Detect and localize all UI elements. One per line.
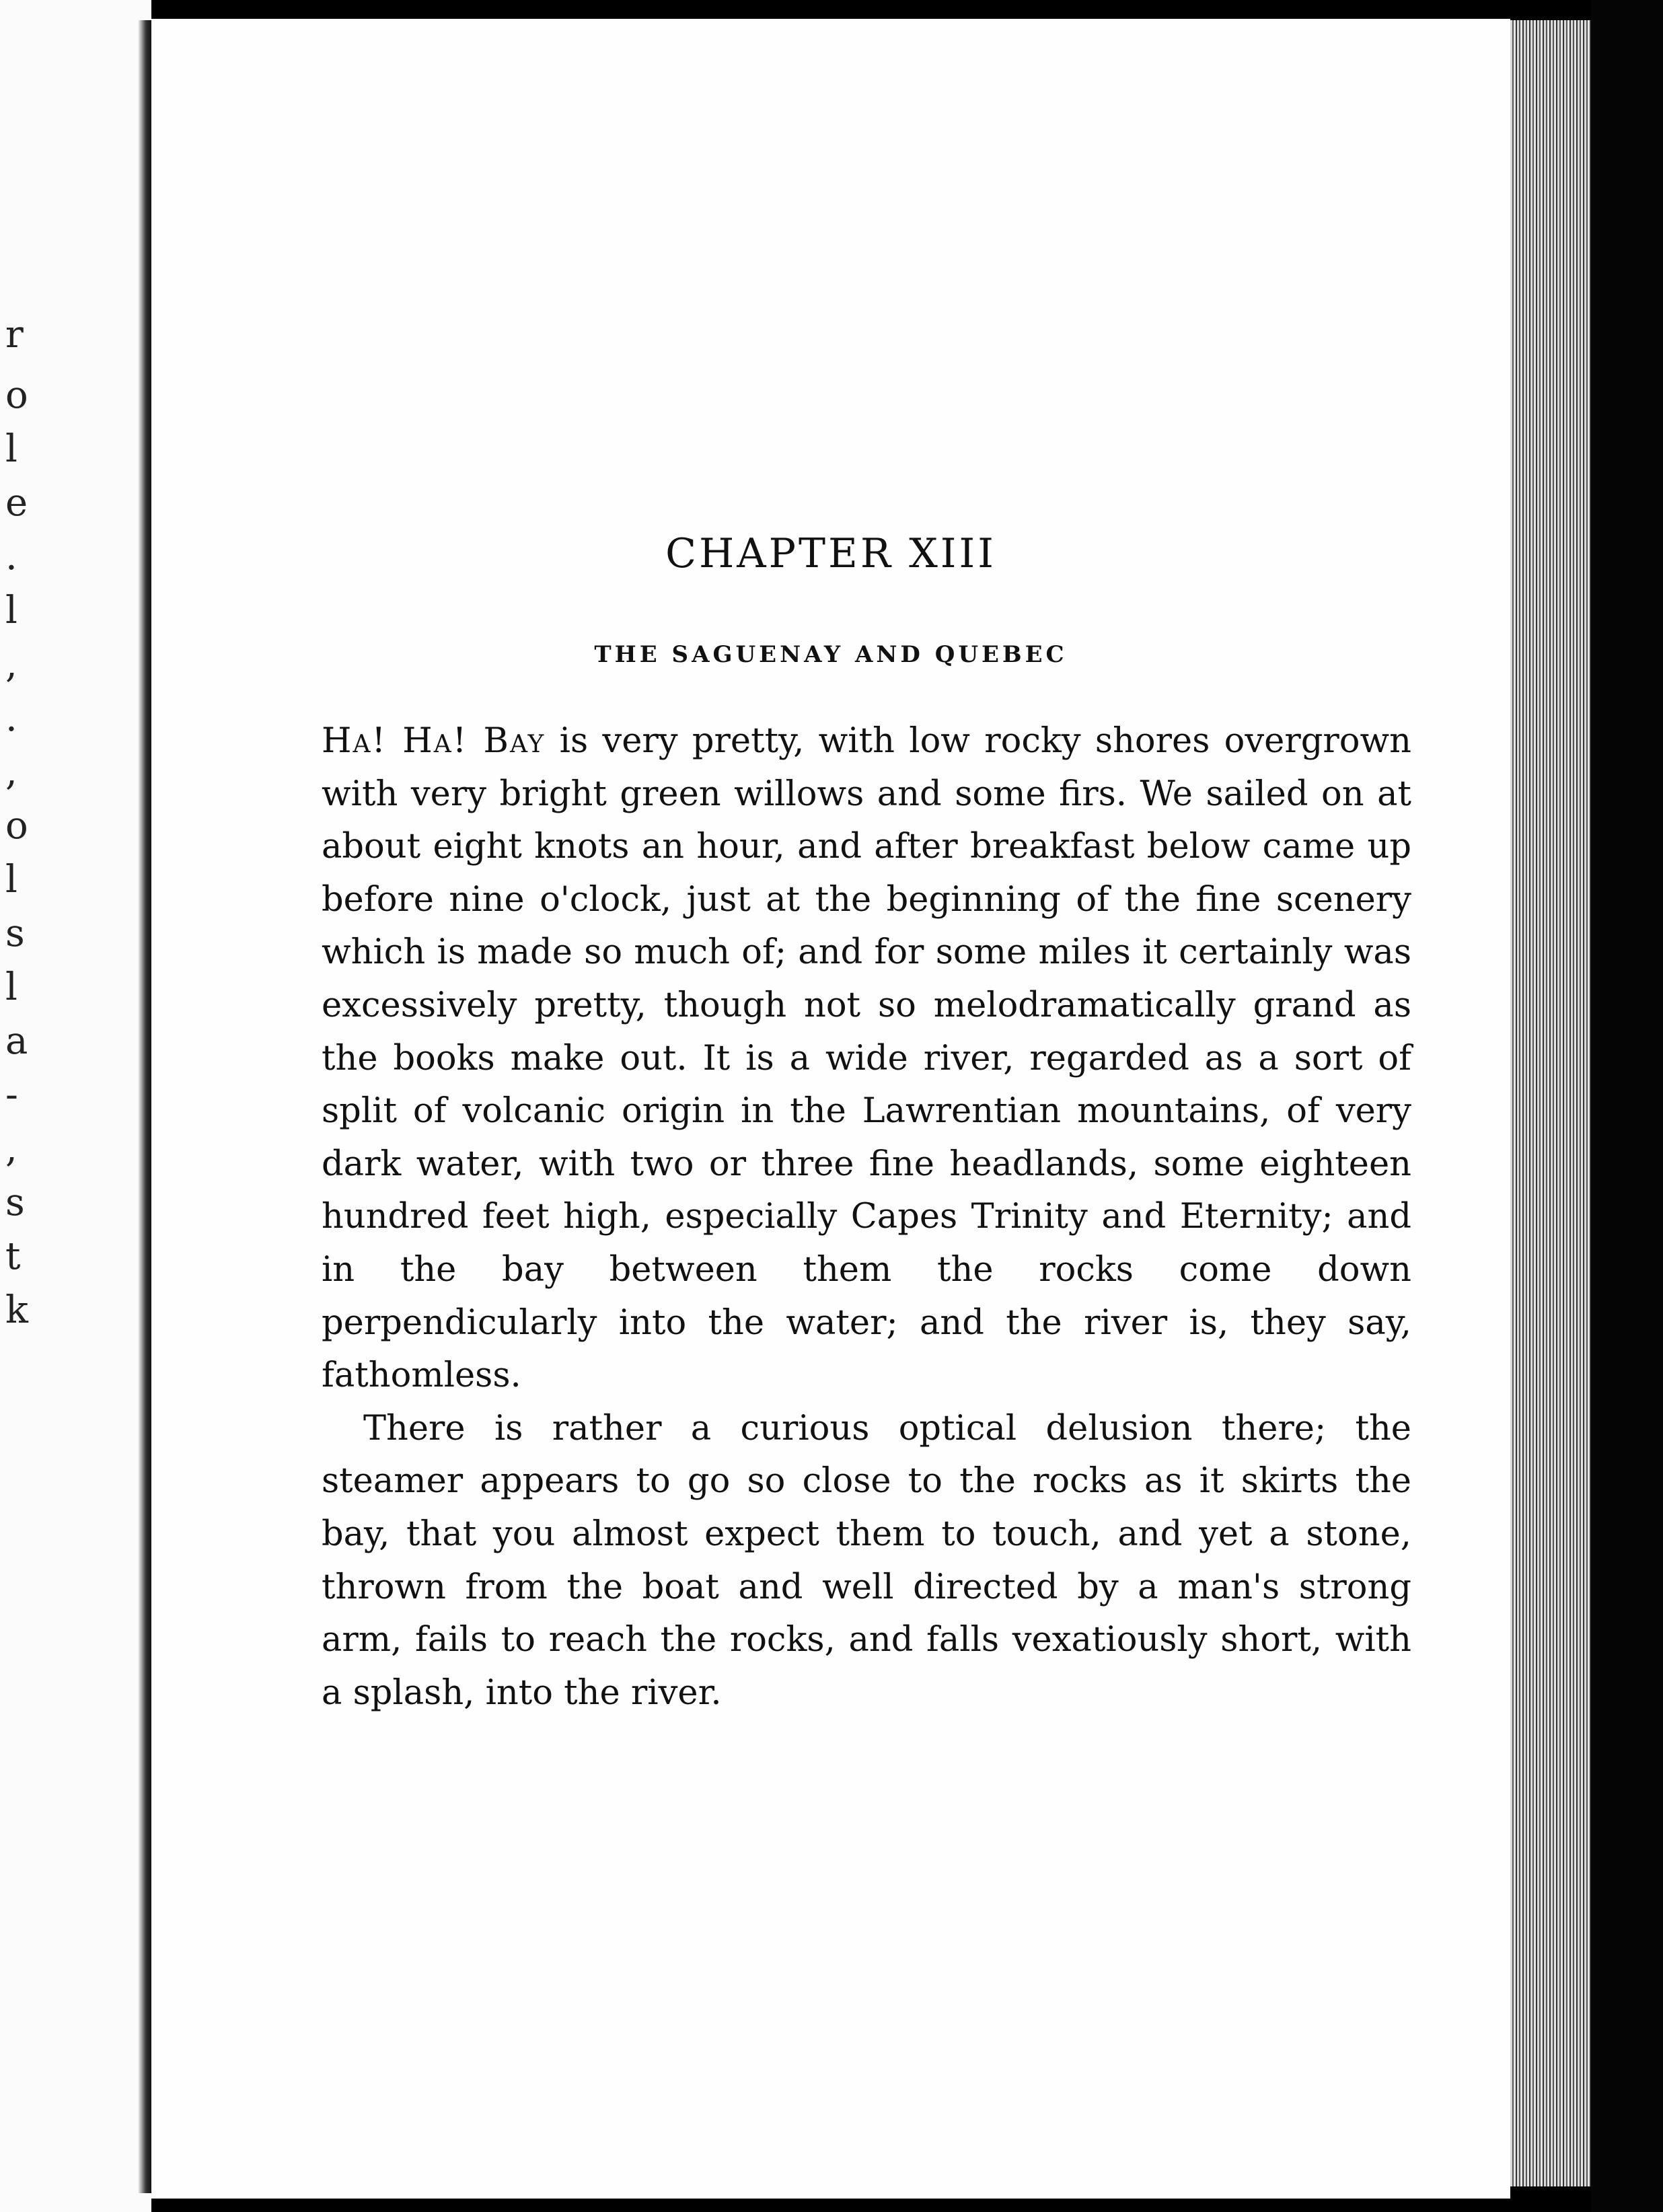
chapter-body	[322, 715, 1411, 1720]
margin-mark: k	[5, 1288, 28, 1332]
gutter-shadow	[138, 20, 151, 2193]
margin-mark: o	[5, 804, 28, 848]
paragraph	[322, 715, 1411, 1403]
paragraph-text: is very pretty, with low rocky shores overgrown with very bright green willows and some firs. We sailed on at about eight knots an hour, and after breakfast below came up before nine o'clock, just at the beginning of the fine scenery which is made so much of; and for some miles it certainly was excessively pretty, though not so melodramatically grand as the books make out. It is a wide river, regarded as a sort of split of volcanic origin in the Lawrentian mountains, of very dark water, with two or three fine headlands, some eighteen hundred feet high, especially Capes Trinity and Eternity; and in the bay between them the rocks come down perpendicularly into the water; and the river is, they say, fathomless.	[322, 721, 1411, 1396]
margin-mark: -	[5, 1073, 18, 1117]
chapter-heading: CHAPTER XIII	[665, 530, 996, 577]
margin-mark: r	[5, 313, 24, 357]
margin-mark: a	[5, 1019, 28, 1063]
margin-mark: ,	[5, 750, 17, 794]
margin-mark: s	[5, 1181, 25, 1224]
margin-mark: l	[5, 589, 17, 632]
page-edge-stack	[1510, 20, 1591, 2186]
facing-page-edge	[0, 0, 151, 2212]
margin-mark: t	[5, 1234, 21, 1278]
paragraph-text: There is rather a curious optical delusion there; the steamer appears to go so close to the rocks as it skirts the bay, that you almost expect them to touch, and yet a stone, thrown from the boat and well directed by a man's strong arm, fails to reach the rocks, and falls vexatiously short, with a splash, into the river.	[322, 1408, 1411, 1713]
margin-mark: .	[5, 696, 17, 740]
margin-mark: ,	[5, 642, 17, 686]
book-page	[151, 19, 1510, 2199]
margin-mark: l	[5, 965, 17, 1009]
margin-mark: l	[5, 858, 17, 901]
paragraph	[322, 1403, 1411, 1720]
margin-mark: e	[5, 481, 28, 525]
chapter-subtitle: THE SAGUENAY AND QUEBEC	[594, 641, 1068, 668]
margin-mark: s	[5, 912, 25, 955]
scan-background	[1591, 0, 1663, 2212]
paragraph-lead-words: Ha! Ha! Bay	[322, 721, 546, 761]
margin-mark: ,	[5, 1127, 17, 1171]
margin-mark: o	[5, 373, 28, 417]
margin-mark: l	[5, 427, 17, 471]
margin-mark: .	[5, 535, 17, 579]
